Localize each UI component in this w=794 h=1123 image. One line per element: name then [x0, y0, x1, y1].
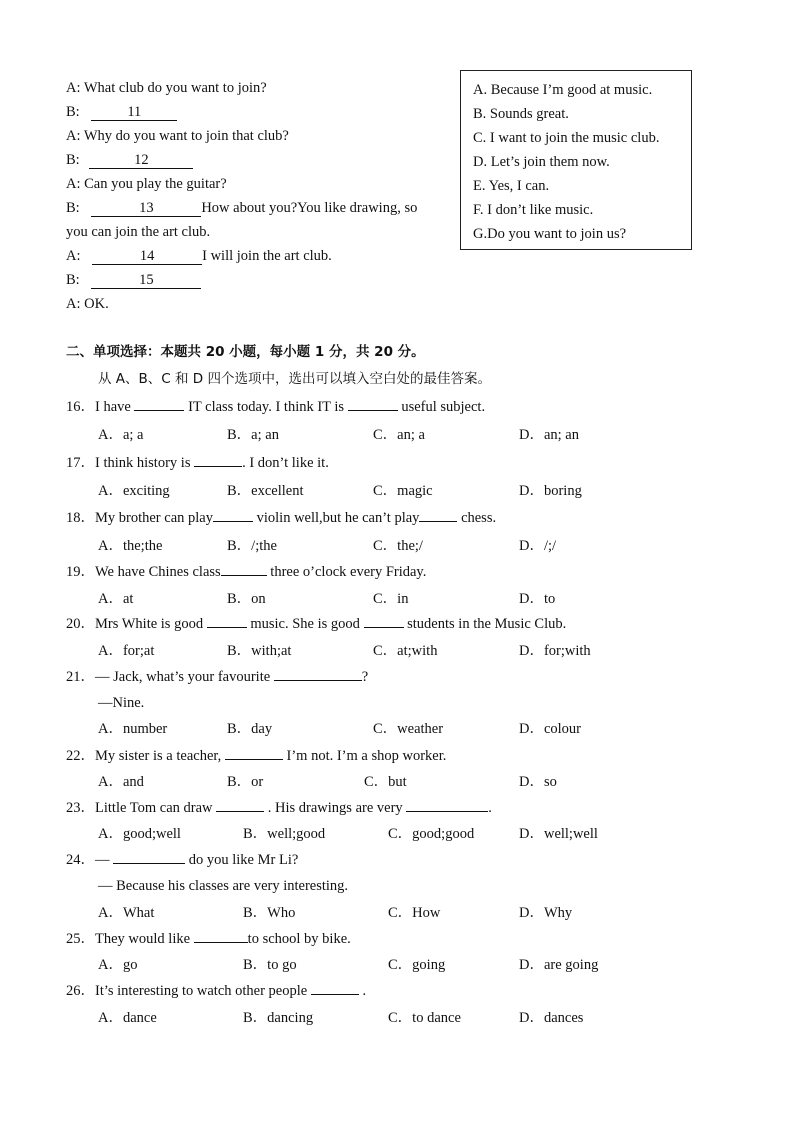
- choice-b[interactable]: B．on: [227, 591, 266, 607]
- choice-c[interactable]: C．an; a: [373, 427, 425, 443]
- choice-c[interactable]: C．in: [373, 591, 409, 607]
- question-stem: [66, 930, 351, 948]
- answer-blank[interactable]: [194, 466, 242, 467]
- choice-a[interactable]: A．number: [98, 721, 168, 737]
- stem-text: music. She is good: [246, 616, 364, 632]
- choice-c[interactable]: C．going: [388, 957, 446, 973]
- stem-text: students in the Music Club.: [403, 616, 567, 632]
- stem-text: chess.: [457, 510, 497, 526]
- dialogue-line-6: [66, 199, 417, 217]
- answer-blank[interactable]: [113, 863, 185, 864]
- dialogue-line-9: [66, 271, 201, 289]
- stem-text: .: [488, 800, 492, 816]
- stem-text: 20．Mrs White is good: [66, 616, 207, 632]
- option-a: A. Because I’m good at music.: [473, 82, 653, 98]
- answer-blank-13[interactable]: 13: [91, 201, 201, 217]
- stem-text: 16．I have: [66, 399, 135, 415]
- choice-c[interactable]: C．How: [388, 905, 441, 921]
- stem-text: 19．We have Chines class: [66, 564, 221, 580]
- dialogue-line-7: you can join the art club.: [66, 224, 211, 240]
- speaker: B:: [66, 200, 80, 216]
- option-d: D. Let’s join them now.: [473, 154, 610, 170]
- choice-b[interactable]: B．a; an: [227, 427, 279, 443]
- choice-b[interactable]: B．dancing: [243, 1010, 314, 1026]
- dialogue-line-10: A: OK.: [66, 296, 109, 312]
- choice-a[interactable]: A．exciting: [98, 483, 170, 499]
- speaker: B:: [66, 272, 80, 288]
- answer-blank[interactable]: [274, 680, 362, 681]
- stem-text: I’m not. I’m a shop worker.: [282, 748, 447, 764]
- dialogue-line-8: [66, 247, 332, 265]
- answer-blank[interactable]: [348, 410, 398, 411]
- choice-b[interactable]: B．Who: [243, 905, 296, 921]
- answer-blank[interactable]: [134, 410, 184, 411]
- answer-blank[interactable]: [213, 521, 253, 522]
- choice-d[interactable]: D．an; an: [519, 427, 579, 443]
- choice-b[interactable]: B．with;at: [227, 643, 292, 659]
- section-instruction: 从 A、B、C 和 D 四个选项中，选出可以填入空白处的最佳答案。: [98, 371, 491, 387]
- choice-c[interactable]: C．but: [364, 774, 407, 790]
- stem-text: to school by bike.: [247, 931, 351, 947]
- choice-a[interactable]: A．a; a: [98, 427, 144, 443]
- question-stem: [66, 747, 446, 765]
- choice-d[interactable]: D．so: [519, 774, 557, 790]
- choice-d[interactable]: D．well;well: [519, 826, 598, 842]
- option-c: C. I want to join the music club.: [473, 130, 660, 146]
- choice-a[interactable]: A．good;well: [98, 826, 181, 842]
- answer-blank-14[interactable]: 14: [92, 249, 202, 265]
- dialogue-text: I will join the art club.: [202, 248, 332, 264]
- choice-d[interactable]: D．Why: [519, 905, 573, 921]
- choice-c[interactable]: C．good;good: [388, 826, 475, 842]
- answer-blank[interactable]: [207, 627, 247, 628]
- choice-c[interactable]: C．weather: [373, 721, 444, 737]
- stem-text: 25．They would like: [66, 931, 194, 947]
- choice-b[interactable]: B．excellent: [227, 483, 304, 499]
- dialogue-line-2: [66, 103, 177, 121]
- choice-a[interactable]: A．at: [98, 591, 134, 607]
- question-followup: — Because his classes are very interesting.: [98, 878, 349, 894]
- choice-d[interactable]: D．are going: [519, 957, 599, 973]
- answer-blank-15[interactable]: 15: [91, 273, 201, 289]
- choice-b[interactable]: B．well;good: [243, 826, 326, 842]
- stem-text: do you like Mr Li?: [185, 852, 299, 868]
- choice-c[interactable]: C．the;/: [373, 538, 423, 554]
- question-stem: [66, 398, 485, 416]
- stem-text: 21．— Jack, what’s your favourite: [66, 669, 274, 685]
- dialogue-line-4: [66, 151, 193, 169]
- speaker: B:: [66, 104, 80, 120]
- question-stem: [66, 563, 426, 581]
- stem-text: 23．Little Tom can draw: [66, 800, 217, 816]
- option-g: G.Do you want to join us?: [473, 226, 627, 242]
- choice-a[interactable]: A．What: [98, 905, 155, 921]
- choice-a[interactable]: A．the;the: [98, 538, 163, 554]
- question-stem: [66, 668, 368, 686]
- stem-text: useful subject.: [397, 399, 486, 415]
- stem-text: .: [358, 983, 367, 999]
- choice-d[interactable]: D．boring: [519, 483, 582, 499]
- choice-a[interactable]: A．dance: [98, 1010, 157, 1026]
- choice-d[interactable]: D．to: [519, 591, 556, 607]
- stem-text: 18．My brother can play: [66, 510, 213, 526]
- question-stem: [66, 982, 366, 1000]
- stem-text: ?: [361, 669, 369, 685]
- answer-blank[interactable]: [311, 994, 359, 995]
- question-stem: [66, 509, 496, 527]
- option-e: E. Yes, I can.: [473, 178, 550, 194]
- question-stem: [66, 851, 298, 869]
- answer-blank[interactable]: [419, 521, 457, 522]
- choice-a[interactable]: A．and: [98, 774, 144, 790]
- dialogue-line-1: A: What club do you want to join?: [66, 80, 267, 96]
- answer-blank[interactable]: [194, 942, 248, 943]
- choice-d[interactable]: D．/;/: [519, 538, 557, 554]
- choice-a[interactable]: A．for;at: [98, 643, 155, 659]
- speaker: A:: [66, 248, 81, 264]
- answer-blank-12[interactable]: 12: [89, 153, 193, 169]
- answer-blank[interactable]: [364, 627, 404, 628]
- options-box: [460, 70, 692, 250]
- dialogue-text: How about you?You like drawing, so: [201, 200, 418, 216]
- answer-blank[interactable]: [406, 811, 488, 812]
- dialogue-line-5: A: Can you play the guitar?: [66, 176, 227, 192]
- answer-blank[interactable]: [216, 811, 264, 812]
- option-f: F. I don’t like music.: [473, 202, 594, 218]
- choice-a[interactable]: A．go: [98, 957, 138, 973]
- stem-text: IT class today. I think IT is: [184, 399, 348, 415]
- question-stem: [66, 799, 492, 817]
- stem-text: 22．My sister is a teacher,: [66, 748, 225, 764]
- stem-text: . I don’t like it.: [242, 455, 329, 471]
- stem-text: . His drawings are very: [264, 800, 407, 816]
- stem-text: 24．—: [66, 852, 114, 868]
- choice-d[interactable]: D．colour: [519, 721, 582, 737]
- stem-text: 17．I think history is: [66, 455, 195, 471]
- answer-blank[interactable]: [221, 575, 267, 576]
- choice-d[interactable]: D．dances: [519, 1010, 584, 1026]
- speaker: B:: [66, 152, 80, 168]
- choice-c[interactable]: C．at;with: [373, 643, 438, 659]
- choice-b[interactable]: B．day: [227, 721, 273, 737]
- option-b: B. Sounds great.: [473, 106, 569, 122]
- stem-text: 26．It’s interesting to watch other people: [66, 983, 311, 999]
- answer-blank[interactable]: [225, 759, 283, 760]
- question-followup: —Nine.: [98, 695, 145, 711]
- choice-b[interactable]: B．or: [227, 774, 264, 790]
- choice-b[interactable]: B．/;the: [227, 538, 277, 554]
- stem-text: three o’clock every Friday.: [266, 564, 427, 580]
- choice-b[interactable]: B．to go: [243, 957, 297, 973]
- question-stem: [66, 454, 329, 472]
- choice-c[interactable]: C．magic: [373, 483, 433, 499]
- choice-d[interactable]: D．for;with: [519, 643, 591, 659]
- stem-text: violin well,but he can’t play: [252, 510, 420, 526]
- question-stem: [66, 615, 566, 633]
- choice-c[interactable]: C．to dance: [388, 1010, 461, 1026]
- answer-blank-11[interactable]: 11: [91, 105, 177, 121]
- dialogue-line-3: A: Why do you want to join that club?: [66, 128, 289, 144]
- section-heading: 二、单项选择：本题共 20 小题，每小题 1 分，共 20 分。: [66, 344, 425, 360]
